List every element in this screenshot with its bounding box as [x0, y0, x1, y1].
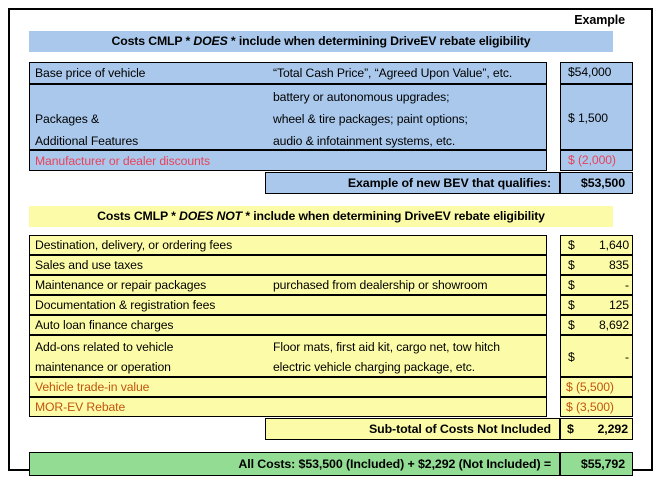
- table-row: [29, 452, 633, 476]
- included-row-0-detail: “Total Cash Price”, “Agreed Upon Value”, etc.: [273, 66, 513, 80]
- table-row: [29, 172, 633, 194]
- not-included-row-4-value: [560, 315, 633, 335]
- value-amount: 1,640: [599, 238, 629, 252]
- not-included-row-5-detail-line1: Floor mats, first aid kit, cargo net, tow hitch: [273, 340, 500, 354]
- not-included-row-0-label: Destination, delivery, or ordering fees: [35, 238, 233, 252]
- grand-total-value: $55,792: [560, 452, 633, 476]
- grand-total-table: [29, 452, 633, 476]
- not-included-banner-emphasis: DOES NOT: [179, 209, 243, 223]
- included-row-0-label: Base price of vehicle: [35, 66, 146, 80]
- not-included-banner-post: * include when determining DriveEV rebate eligibility: [242, 209, 545, 223]
- not-included-row-2-desc: [29, 275, 547, 295]
- included-banner: [29, 31, 613, 52]
- included-row-1-label: Packages &: [35, 112, 100, 126]
- currency-symbol: $: [568, 258, 575, 272]
- not-included-row-5-desc: [29, 335, 547, 377]
- table-row: [29, 235, 633, 255]
- not-included-costs-table: [29, 235, 633, 417]
- not-included-row-3-desc: [29, 295, 547, 315]
- table-row: [29, 84, 633, 150]
- not-included-row-2-detail: purchased from dealership or showroom: [273, 278, 488, 292]
- included-row-0-value: $54,000: [560, 62, 633, 84]
- not-included-row-0-desc: [29, 235, 547, 255]
- included-banner-pre: Costs CMLP *: [111, 34, 194, 48]
- value-amount: -: [625, 278, 629, 292]
- currency-symbol: $: [568, 278, 575, 292]
- not-included-row-4-label: Auto loan finance charges: [35, 318, 174, 332]
- value-amount: 835: [608, 258, 629, 272]
- not-included-row-6-label: Vehicle trade-in value: [35, 380, 150, 394]
- currency-symbol: $: [568, 350, 575, 364]
- column-gap: [547, 315, 560, 335]
- not-included-subtotal-label: Sub-total of Costs Not Included: [265, 418, 560, 440]
- figure-content: [29, 12, 633, 476]
- example-header-row: [29, 12, 633, 31]
- currency-symbol: $: [568, 298, 575, 312]
- not-included-row-6-value: $ (5,500): [560, 377, 633, 397]
- column-gap: [547, 335, 560, 377]
- subtotal-left-spacer: [29, 418, 265, 440]
- table-row: [29, 150, 633, 171]
- column-gap: [547, 397, 560, 417]
- included-costs-table: [29, 62, 633, 171]
- included-row-1-desc: [29, 84, 547, 150]
- not-included-row-7-desc: [29, 397, 547, 417]
- included-row-0-desc: [29, 62, 547, 84]
- not-included-banner-pre: Costs CMLP *: [97, 209, 180, 223]
- not-included-row-7-value: $ (3,500): [560, 397, 633, 417]
- included-row-1-value: $ 1,500: [560, 84, 633, 150]
- not-included-row-3-value: [560, 295, 633, 315]
- included-row-1-detail-line2: wheel & tire packages; paint options;: [273, 112, 468, 126]
- table-row: [29, 62, 633, 84]
- not-included-row-2-value: [560, 275, 633, 295]
- included-row-1-label-line2: Additional Features: [35, 134, 139, 148]
- included-row-2-desc: [29, 150, 547, 171]
- table-row: [29, 377, 633, 397]
- not-included-row-7-label: MOR-EV Rebate: [35, 400, 126, 414]
- included-subtotal-value: $53,500: [560, 172, 633, 194]
- not-included-row-6-desc: [29, 377, 547, 397]
- value-amount: 125: [608, 298, 629, 312]
- table-row: [29, 275, 633, 295]
- not-included-subtotal-table: [29, 418, 633, 440]
- not-included-row-1-value: [560, 255, 633, 275]
- column-gap: [547, 84, 560, 150]
- column-gap: [547, 275, 560, 295]
- column-gap: [547, 235, 560, 255]
- not-included-row-1-desc: [29, 255, 547, 275]
- column-gap: [547, 377, 560, 397]
- value-amount: 8,692: [599, 318, 629, 332]
- not-included-row-0-value: [560, 235, 633, 255]
- not-included-row-5-label-line1: Add-ons related to vehicle: [35, 340, 174, 354]
- table-row: [29, 255, 633, 275]
- value-amount: -: [625, 350, 629, 364]
- currency-symbol: $: [567, 422, 574, 436]
- included-row-2-label: Manufacturer or dealer discounts: [35, 153, 210, 168]
- currency-symbol: $: [568, 238, 575, 252]
- subtotal-left-spacer: [29, 172, 265, 194]
- not-included-row-5-detail-line2: electric vehicle charging package, etc.: [273, 360, 476, 374]
- included-banner-post: * include when determining DriveEV rebate eligibility: [227, 34, 531, 48]
- currency-symbol: $: [568, 318, 575, 332]
- not-included-row-1-label: Sales and use taxes: [35, 258, 143, 272]
- not-included-row-3-label: Documentation & registration fees: [35, 298, 216, 312]
- value-amount: 2,292: [597, 422, 628, 436]
- included-row-2-value: $ (2,000): [560, 150, 633, 171]
- figure-frame: [8, 8, 653, 471]
- not-included-subtotal-value: [560, 418, 633, 440]
- example-column-header: Example: [574, 13, 625, 27]
- table-row: [29, 418, 633, 440]
- included-subtotal-label: Example of new BEV that qualifies:: [265, 172, 560, 194]
- not-included-row-4-desc: [29, 315, 547, 335]
- not-included-banner: [29, 206, 613, 227]
- table-row: [29, 397, 633, 417]
- column-gap: [547, 255, 560, 275]
- grand-total-label: All Costs: $53,500 (Included) + $2,292 (Not Included) =: [29, 452, 560, 476]
- table-row: [29, 335, 633, 377]
- not-included-row-5-label-line2: maintenance or operation: [35, 360, 171, 374]
- included-row-1-detail-line1: battery or autonomous upgrades;: [273, 90, 450, 104]
- included-banner-emphasis: DOES: [193, 34, 228, 48]
- column-gap: [547, 62, 560, 84]
- included-row-1-detail-line3: audio & infotainment systems, etc.: [273, 134, 456, 148]
- included-subtotal-table: [29, 172, 633, 194]
- column-gap: [547, 150, 560, 171]
- table-row: [29, 315, 633, 335]
- not-included-row-5-value: [560, 335, 633, 377]
- table-row: [29, 295, 633, 315]
- column-gap: [547, 295, 560, 315]
- not-included-row-2-label: Maintenance or repair packages: [35, 278, 207, 292]
